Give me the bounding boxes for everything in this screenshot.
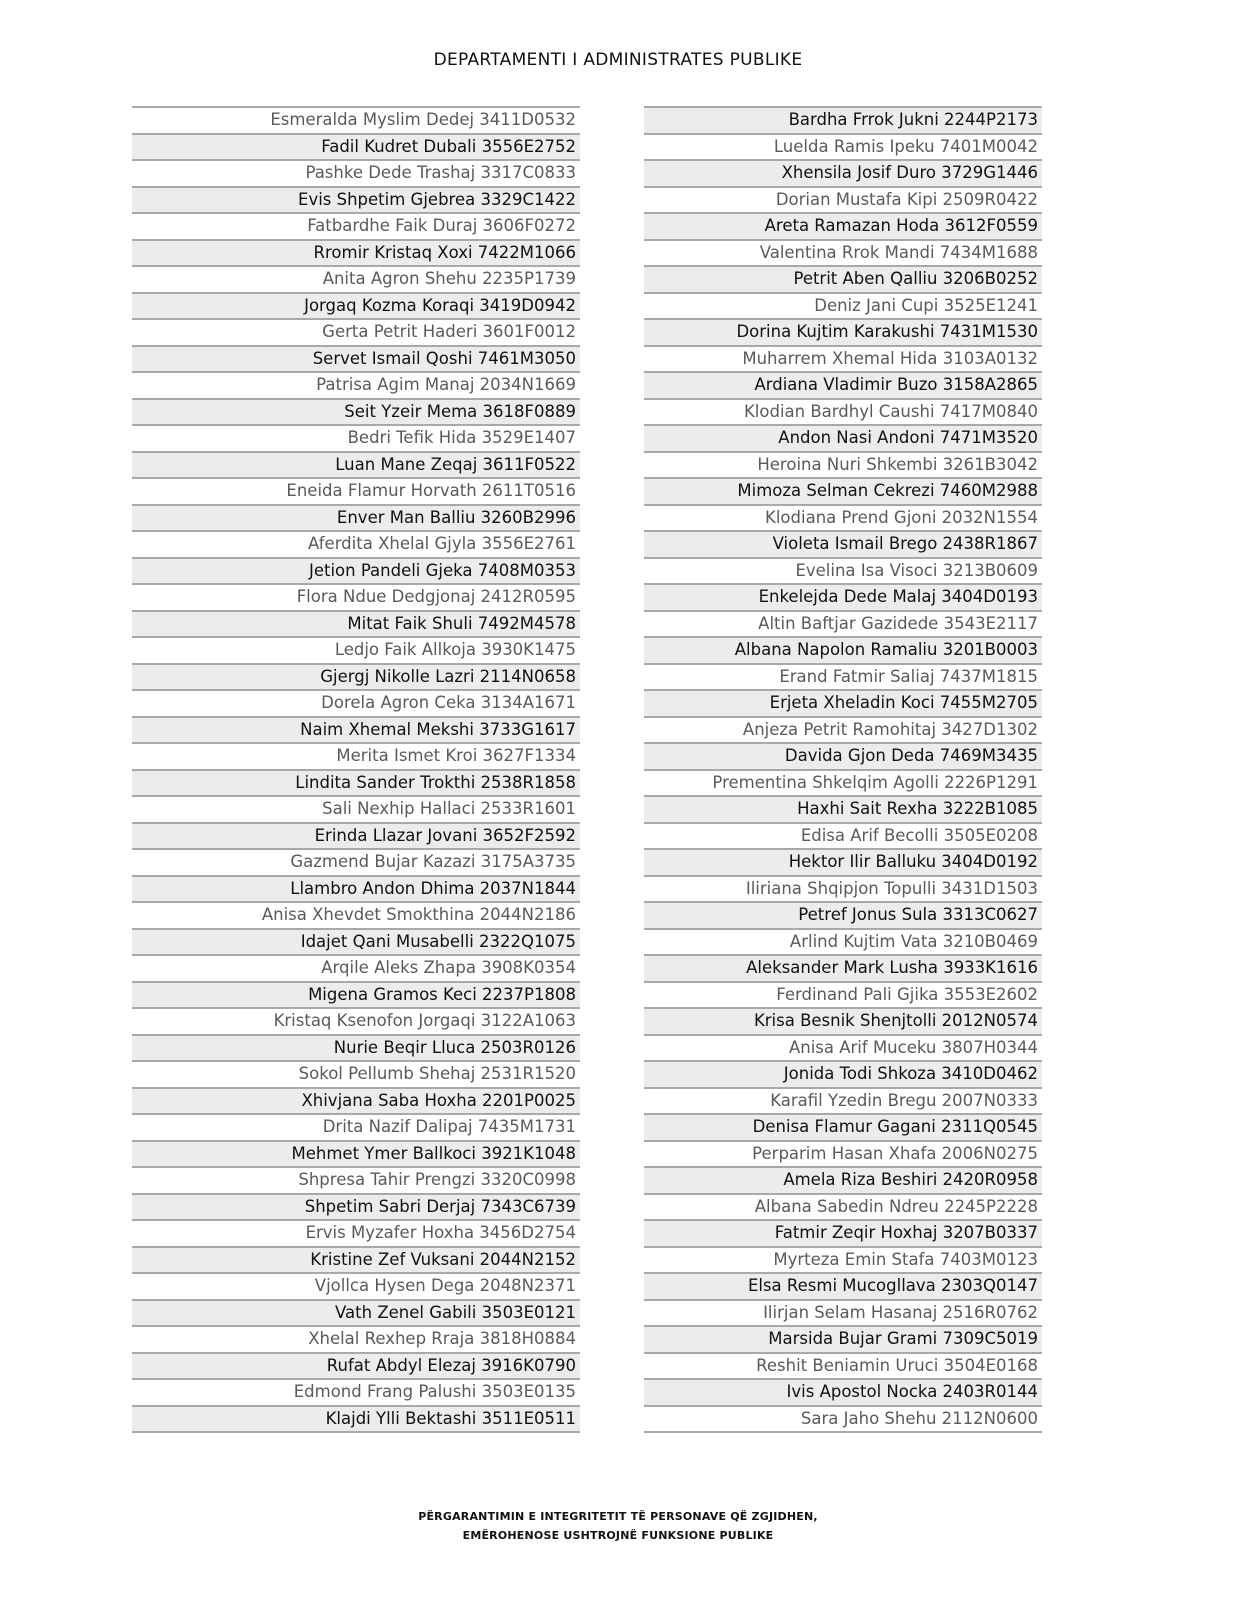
list-item: Amela Riza Beshiri 2420R0958 [644, 1166, 1042, 1193]
list-item: Xhensila Josif Duro 3729G1446 [644, 159, 1042, 186]
list-item: Luan Mane Zeqaj 3611F0522 [132, 451, 580, 478]
list-item: Anjeza Petrit Ramohitaj 3427D1302 [644, 716, 1042, 743]
list-item: Enkelejda Dede Malaj 3404D0193 [644, 583, 1042, 610]
list-item: Mitat Faik Shuli 7492M4578 [132, 610, 580, 637]
footer-line-2: EMËROHENOSE USHTROJNË FUNKSIONE PUBLIKE [462, 1529, 774, 1542]
list-item: Eneida Flamur Horvath 2611T0516 [132, 477, 580, 504]
list-item: Altin Baftjar Gazidede 3543E2117 [644, 610, 1042, 637]
list-item: Prementina Shkelqim Agolli 2226P1291 [644, 769, 1042, 796]
list-item: Dorina Kujtim Karakushi 7431M1530 [644, 318, 1042, 345]
list-item: Klodian Bardhyl Caushi 7417M0840 [644, 398, 1042, 425]
list-item: Aleksander Mark Lusha 3933K1616 [644, 954, 1042, 981]
list-item: Vath Zenel Gabili 3503E0121 [132, 1299, 580, 1326]
list-item: Gjergj Nikolle Lazri 2114N0658 [132, 663, 580, 690]
list-item: Denisa Flamur Gagani 2311Q0545 [644, 1113, 1042, 1140]
list-item: Haxhi Sait Rexha 3222B1085 [644, 795, 1042, 822]
list-item: Valentina Rrok Mandi 7434M1688 [644, 239, 1042, 266]
list-item: Pashke Dede Trashaj 3317C0833 [132, 159, 580, 186]
list-item: Deniz Jani Cupi 3525E1241 [644, 292, 1042, 319]
list-item: Erjeta Xheladin Koci 7455M2705 [644, 689, 1042, 716]
list-item: Vjollca Hysen Dega 2048N2371 [132, 1272, 580, 1299]
list-item: Arqile Aleks Zhapa 3908K0354 [132, 954, 580, 981]
list-item: Muharrem Xhemal Hida 3103A0132 [644, 345, 1042, 372]
list-item: Areta Ramazan Hoda 3612F0559 [644, 212, 1042, 239]
list-item: Kristaq Ksenofon Jorgaqi 3122A1063 [132, 1007, 580, 1034]
right-name-list [644, 106, 1042, 1433]
list-item: Merita Ismet Kroi 3627F1334 [132, 742, 580, 769]
list-item: Ardiana Vladimir Buzo 3158A2865 [644, 371, 1042, 398]
list-item: Ilirjan Selam Hasanaj 2516R0762 [644, 1299, 1042, 1326]
list-item: Xhivjana Saba Hoxha 2201P0025 [132, 1087, 580, 1114]
list-item: Evis Shpetim Gjebrea 3329C1422 [132, 186, 580, 213]
list-item: Rromir Kristaq Xoxi 7422M1066 [132, 239, 580, 266]
list-item: Sara Jaho Shehu 2112N0600 [644, 1405, 1042, 1432]
list-item: Lindita Sander Trokthi 2538R1858 [132, 769, 580, 796]
list-item: Reshit Beniamin Uruci 3504E0168 [644, 1352, 1042, 1379]
list-item: Bedri Tefik Hida 3529E1407 [132, 424, 580, 451]
left-name-list [132, 106, 580, 1433]
list-item: Esmeralda Myslim Dedej 3411D0532 [132, 106, 580, 133]
footer-line-1: PËRGARANTIMIN E INTEGRITETIT TË PERSONAVE QË ZGJIDHEN, [418, 1510, 818, 1523]
list-item: Evelina Isa Visoci 3213B0609 [644, 557, 1042, 584]
list-item: Kristine Zef Vuksani 2044N2152 [132, 1246, 580, 1273]
list-item: Shpresa Tahir Prengzi 3320C0998 [132, 1166, 580, 1193]
list-item: Jorgaq Kozma Koraqi 3419D0942 [132, 292, 580, 319]
list-item: Anisa Arif Muceku 3807H0344 [644, 1034, 1042, 1061]
list-item: Anisa Xhevdet Smokthina 2044N2186 [132, 901, 580, 928]
list-item: Xhelal Rexhep Rraja 3818H0884 [132, 1325, 580, 1352]
list-item: Rufat Abdyl Elezaj 3916K0790 [132, 1352, 580, 1379]
list-item: Arlind Kujtim Vata 3210B0469 [644, 928, 1042, 955]
list-item: Dorela Agron Ceka 3134A1671 [132, 689, 580, 716]
list-item: Hektor Ilir Balluku 3404D0192 [644, 848, 1042, 875]
list-item: Heroina Nuri Shkembi 3261B3042 [644, 451, 1042, 478]
list-item: Klajdi Ylli Bektashi 3511E0511 [132, 1405, 580, 1432]
list-item: Erinda Llazar Jovani 3652F2592 [132, 822, 580, 849]
list-item: Ervis Myzafer Hoxha 3456D2754 [132, 1219, 580, 1246]
list-item: Sali Nexhip Hallaci 2533R1601 [132, 795, 580, 822]
list-item: Krisa Besnik Shenjtolli 2012N0574 [644, 1007, 1042, 1034]
list-item: Fadil Kudret Dubali 3556E2752 [132, 133, 580, 160]
list-item: Gazmend Bujar Kazazi 3175A3735 [132, 848, 580, 875]
list-item: Luelda Ramis Ipeku 7401M0042 [644, 133, 1042, 160]
page-title: DEPARTAMENTI I ADMINISTRATES PUBLIKE [433, 50, 803, 70]
list-end-rule [132, 1431, 580, 1433]
list-item: Marsida Bujar Grami 7309C5019 [644, 1325, 1042, 1352]
list-item: Bardha Frrok Jukni 2244P2173 [644, 106, 1042, 133]
list-item: Drita Nazif Dalipaj 7435M1731 [132, 1113, 580, 1140]
list-item: Petref Jonus Sula 3313C0627 [644, 901, 1042, 928]
list-item: Patrisa Agim Manaj 2034N1669 [132, 371, 580, 398]
list-item: Seit Yzeir Mema 3618F0889 [132, 398, 580, 425]
list-item: Aferdita Xhelal Gjyla 3556E2761 [132, 530, 580, 557]
list-item: Myrteza Emin Stafa 7403M0123 [644, 1246, 1042, 1273]
list-item: Shpetim Sabri Derjaj 7343C6739 [132, 1193, 580, 1220]
list-item: Fatbardhe Faik Duraj 3606F0272 [132, 212, 580, 239]
list-item: Mimoza Selman Cekrezi 7460M2988 [644, 477, 1042, 504]
list-end-rule [644, 1431, 1042, 1433]
list-item: Edmond Frang Palushi 3503E0135 [132, 1378, 580, 1405]
list-item: Jetion Pandeli Gjeka 7408M0353 [132, 557, 580, 584]
list-item: Elsa Resmi Mucogllava 2303Q0147 [644, 1272, 1042, 1299]
list-item: Davida Gjon Deda 7469M3435 [644, 742, 1042, 769]
list-item: Naim Xhemal Mekshi 3733G1617 [132, 716, 580, 743]
list-item: Enver Man Balliu 3260B2996 [132, 504, 580, 531]
list-item: Iliriana Shqipjon Topulli 3431D1503 [644, 875, 1042, 902]
list-item: Erand Fatmir Saliaj 7437M1815 [644, 663, 1042, 690]
list-item: Gerta Petrit Haderi 3601F0012 [132, 318, 580, 345]
list-item: Servet Ismail Qoshi 7461M3050 [132, 345, 580, 372]
list-item: Edisa Arif Becolli 3505E0208 [644, 822, 1042, 849]
list-item: Anita Agron Shehu 2235P1739 [132, 265, 580, 292]
list-item: Albana Napolon Ramaliu 3201B0003 [644, 636, 1042, 663]
list-item: Karafil Yzedin Bregu 2007N0333 [644, 1087, 1042, 1114]
list-item: Migena Gramos Keci 2237P1808 [132, 981, 580, 1008]
list-item: Violeta Ismail Brego 2438R1867 [644, 530, 1042, 557]
list-item: Sokol Pellumb Shehaj 2531R1520 [132, 1060, 580, 1087]
list-item: Mehmet Ymer Ballkoci 3921K1048 [132, 1140, 580, 1167]
list-item: Llambro Andon Dhima 2037N1844 [132, 875, 580, 902]
list-item: Andon Nasi Andoni 7471M3520 [644, 424, 1042, 451]
list-item: Ivis Apostol Nocka 2403R0144 [644, 1378, 1042, 1405]
list-item: Idajet Qani Musabelli 2322Q1075 [132, 928, 580, 955]
list-item: Flora Ndue Dedgjonaj 2412R0595 [132, 583, 580, 610]
list-item: Fatmir Zeqir Hoxhaj 3207B0337 [644, 1219, 1042, 1246]
list-item: Nurie Beqir Lluca 2503R0126 [132, 1034, 580, 1061]
footer [0, 1507, 1236, 1545]
list-item: Perparim Hasan Xhafa 2006N0275 [644, 1140, 1042, 1167]
list-item: Jonida Todi Shkoza 3410D0462 [644, 1060, 1042, 1087]
list-item: Petrit Aben Qalliu 3206B0252 [644, 265, 1042, 292]
list-item: Ledjo Faik Allkoja 3930K1475 [132, 636, 580, 663]
list-item: Ferdinand Pali Gjika 3553E2602 [644, 981, 1042, 1008]
list-item: Klodiana Prend Gjoni 2032N1554 [644, 504, 1042, 531]
list-item: Dorian Mustafa Kipi 2509R0422 [644, 186, 1042, 213]
list-item: Albana Sabedin Ndreu 2245P2228 [644, 1193, 1042, 1220]
